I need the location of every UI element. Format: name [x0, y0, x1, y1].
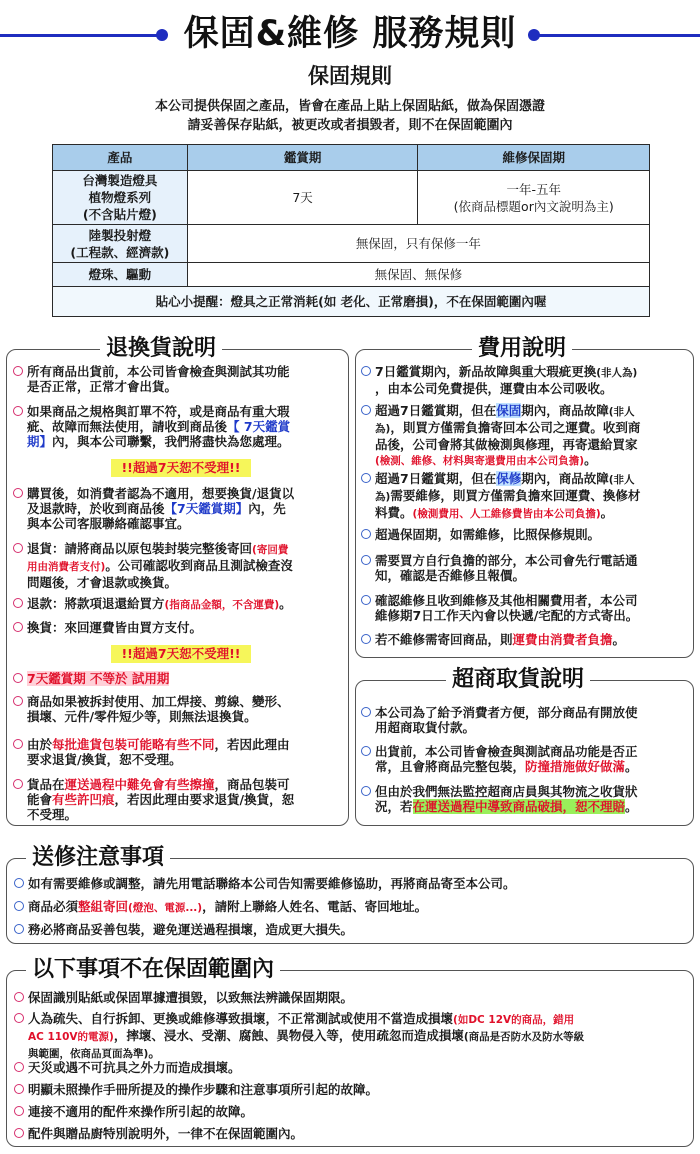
bullet-icon [13, 598, 23, 608]
warning-banner: !!超過7天恕不受理!! [111, 645, 251, 663]
list-item: 7日鑑賞期內，新品故障與重大瑕疵更換(非人為) ，由本公司免費提供，運費由本公司吸收。 [361, 364, 691, 396]
warranty-intro-2: 請妥善保存貼紙，被更改或者損毀者，則不在保固範圍內 [187, 118, 513, 133]
header-product: 產品 [53, 145, 188, 171]
row-merged: 無保固，只有保修一年 [187, 225, 649, 263]
list-item: 所有商品出貨前，本公司皆會檢查與測試其功能 是否正常，正常才會出貨。 [13, 364, 343, 394]
row-merged: 無保固、無保修 [187, 263, 649, 287]
bullet-icon [13, 779, 23, 789]
bullet-icon [14, 878, 24, 888]
list-item: 需要買方自行負擔的部分，本公司會先行電話通 知，確認是否維修且報價。 [361, 553, 691, 583]
row-product: 陸製投射燈 (工程款、經濟款) [53, 225, 188, 263]
list-item: 確認維修且收到維修及其他相關費用者，本公司 維修期7日工作天內會以快遞/宅配的方式寄出。 [361, 593, 691, 623]
bullet-icon [361, 405, 371, 415]
bullet-icon [13, 673, 23, 683]
bullet-icon [14, 1106, 24, 1116]
list-item: 商品必須整組寄回(燈泡、電源...)，請附上聯絡人姓名、電話、寄回地址。 [14, 899, 684, 916]
bullet-icon [14, 924, 24, 934]
header-rule-left [0, 34, 160, 37]
list-item: 退款：將款項退還給買方(指商品金額，不含運費)。 [13, 596, 343, 613]
list-item: 退貨：請將商品以原包裝封裝完整後寄回(寄回費 用由消費者支付)。公司確認收到商品且測試檢查沒 問題後，才會退款或換貨。 [13, 541, 343, 590]
list-item: 保固識別貼紙或保固單據遭損毀，以致無法辨識保固期限。 [14, 990, 688, 1005]
table-row [53, 171, 650, 225]
list-item: 本公司為了給予消費者方便，部分商品有開放使 用超商取貨付款。 [361, 705, 691, 735]
row-warranty: 一年-五年 (依商品標題or內文說明為主) [418, 171, 650, 225]
bullet-icon [361, 473, 371, 483]
header-trial: 鑑賞期 [187, 145, 418, 171]
list-item: 商品如果被拆封使用、加工焊接、剪線、變形、 損壞、元件/零件短少等，則無法退換貨。 [13, 694, 343, 724]
bullet-icon [361, 366, 371, 376]
warranty-intro-1: 本公司提供保固之產品，皆會在產品上貼上保固貼紙，做為保固憑證 [154, 99, 545, 114]
bullet-icon [13, 622, 23, 632]
header-warranty: 維修保固期 [418, 145, 650, 171]
returns-title: 退換貨說明 [100, 336, 222, 362]
bullet-icon [13, 696, 23, 706]
header-dot-left [156, 29, 168, 41]
row-product: 燈珠、驅動 [53, 263, 188, 287]
bullet-icon [14, 1084, 24, 1094]
list-item: 配件與贈品廚特別說明外，一律不在保固範圍內。 [14, 1126, 688, 1141]
table-row [53, 225, 650, 263]
list-item: 如有需要維修或調整，請先用電話聯絡本公司告知需要維修協助，再將商品寄至本公司。 [14, 876, 684, 891]
bullet-icon [361, 634, 371, 644]
bullet-icon [361, 595, 371, 605]
list-item: 人為疏失、自行拆卸、更換或維修導致損壞，不正常測試或使用不當造成損壞(如DC 12V的商品，錯用 AC 110V的電源)，摔壞、浸水、受潮、腐蝕、異物侵入等，使用疏忽而造成損壞(商品是否防水及防水等級 與範圍，依商品頁面為準)。 [14, 1011, 690, 1062]
list-item: 連接不適用的配件來操作所引起的故障。 [14, 1104, 688, 1119]
table-header-row [53, 145, 650, 171]
bullet-icon [14, 1128, 24, 1138]
bullet-icon [13, 739, 23, 749]
table-row [53, 263, 650, 287]
bullet-icon [14, 1062, 24, 1072]
list-item: 換貨：來回運費皆由買方支付。 [13, 620, 343, 635]
list-item: 但由於我們無法監控超商店員與其物流之收貨狀 況，若在運送過程中導致商品破損，恕不理賠。 [361, 784, 691, 814]
bullet-icon [361, 746, 371, 756]
table-tip-row [53, 287, 650, 317]
bullet-icon [13, 406, 23, 416]
warranty-title: 保固規則 [308, 64, 392, 88]
list-item: 天災或遇不可抗具之外力而造成損壞。 [14, 1060, 688, 1075]
row-product: 台灣製造燈具 植物燈系列 (不含貼片燈) [53, 171, 188, 225]
row-trial: 7天 [187, 171, 418, 225]
bullet-icon [13, 543, 23, 553]
list-item: 貨品在運送過程中難免會有些擦撞，商品包裝可 能會有些許凹痕，若因此理由要求退貨/換貨，恕 不受理。 [13, 777, 343, 822]
exclusions-title: 以下事項不在保固範圍內 [26, 957, 280, 983]
list-item: 超過7日鑑賞期，但在保修期內，商品故障(非人 為)需要維修，則買方僅需負擔來回運費、換修材 料費。(檢測費用、人工維修費皆由本公司負擔)。 [361, 471, 691, 522]
bullet-icon [361, 707, 371, 717]
list-item: 超過保固期，如需維修，比照保修規則。 [361, 527, 691, 542]
page-title: 保固&維修 服務規則 [183, 14, 517, 54]
list-item: 若不維修需寄回商品，則運費由消費者負擔。 [361, 632, 691, 647]
list-item: 購買後，如消費者認為不適用，想要換貨/退貨以 及退款時，於收到商品後【7天鑑賞期】內，先 與本公司客服聯絡確認事宜。 [13, 486, 343, 531]
bullet-icon [13, 366, 23, 376]
warning-banner: !!超過7天恕不受理!! [111, 459, 251, 477]
list-item: 如果商品之規格與訂單不符，或是商品有重大瑕 疵、故障而無法使用，請收到商品後【 7天鑑賞 期】內，與本公司聯繫，我們將盡快為您處理。 [13, 404, 343, 449]
pickup-title: 超商取貨說明 [446, 667, 590, 693]
bullet-icon [14, 992, 24, 1002]
bullet-icon [13, 488, 23, 498]
list-item: 務必將商品妥善包裝，避免運送過程損壞，造成更大損失。 [14, 922, 684, 937]
list-item: 出貨前，本公司皆會檢查與測試商品功能是否正 常，且會將商品完整包裝，防撞措施做好做滿。 [361, 744, 691, 774]
warranty-table [52, 144, 650, 317]
bullet-icon [361, 555, 371, 565]
repair-title: 送修注意事項 [26, 845, 170, 871]
list-item: 明顯未照操作手冊所提及的操作步驟和注意事項所引起的故障。 [14, 1082, 688, 1097]
bullet-icon [14, 1013, 24, 1023]
fees-title: 費用說明 [472, 336, 572, 362]
page-header [0, 8, 700, 60]
header-rule-right [532, 34, 700, 37]
bullet-icon [361, 529, 371, 539]
list-item: 由於每批進貨包裝可能略有些不同，若因此理由 要求退貨/換貨，恕不受理。 [13, 737, 343, 767]
list-item: 超過7日鑑賞期，但在保固期內，商品故障(非人 為)，則買方僅需負擔寄回本公司之運費。收到商 品後，公司會將其做檢測與修理，再寄還給買家 (檢測、維修、材料與寄還費用由本公司負擔)。 [361, 403, 691, 469]
warranty-tip: 貼心小提醒：燈具之正常消耗(如 老化、正常磨損)，不在保固範圍內喔 [53, 287, 650, 317]
list-item: 7天鑑賞期 不等於 試用期 [13, 671, 343, 686]
bullet-icon [361, 786, 371, 796]
bullet-icon [14, 901, 24, 911]
